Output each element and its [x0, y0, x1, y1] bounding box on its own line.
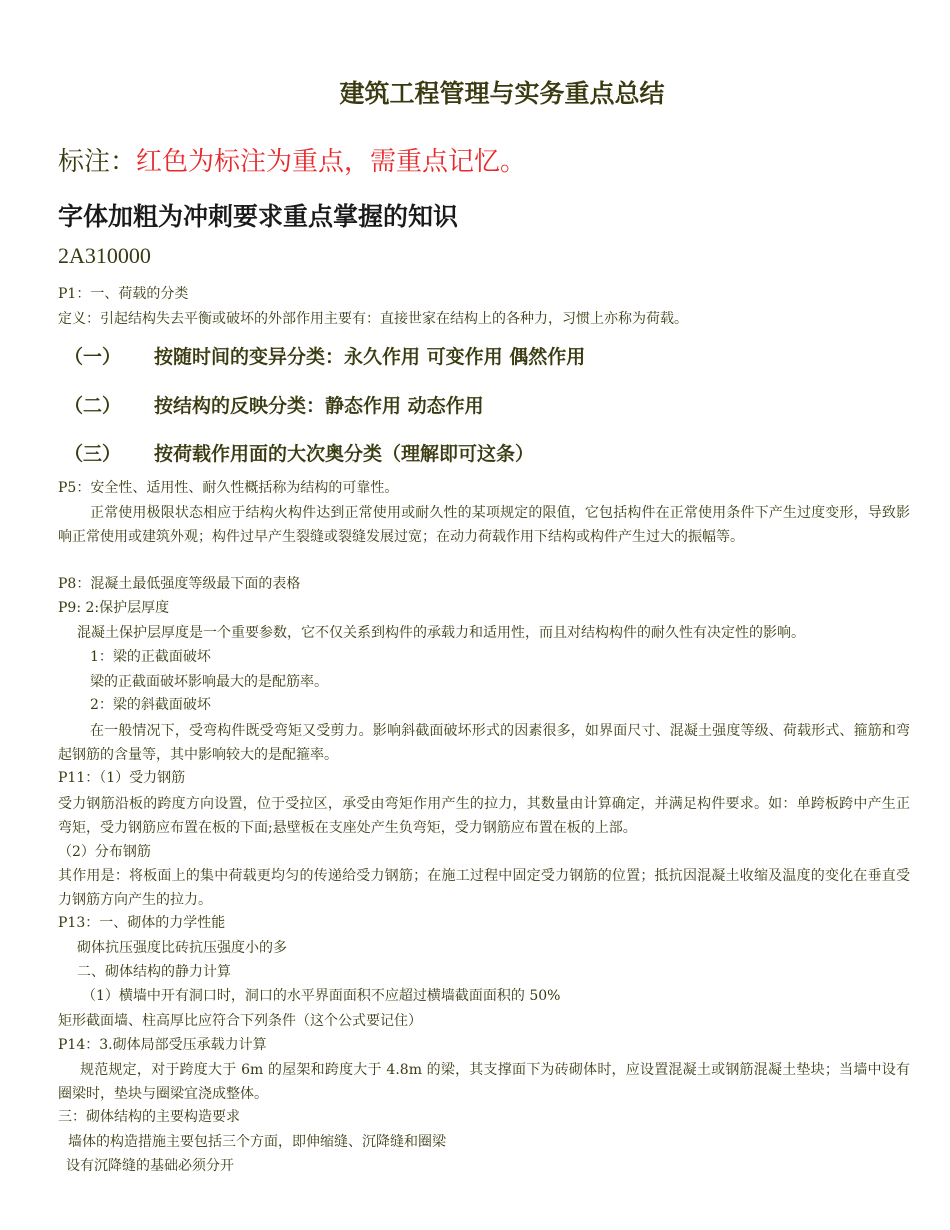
note-prefix: 标注：: [58, 147, 137, 177]
classification-2-number: （二）: [64, 395, 122, 417]
classification-3-text: 按荷载作用面的大次奥分类（理解即可这条）: [154, 443, 535, 465]
p9-paragraph: 混凝土保护层厚度是一个重要参数，它不仅关系到构件的承载力和适用性，而且对结构构件的耐久性有决定性的影响。: [77, 625, 805, 641]
p8-heading: P8：混凝土最低强度等级最下面的表格: [58, 576, 301, 592]
p14-heading: P14：3.砌体局部受压承载力计算: [58, 1037, 267, 1053]
document-title: 建筑工程管理与实务重点总结: [339, 79, 665, 108]
distribution-bar-heading: （2）分布钢筋: [58, 844, 151, 860]
p14-paragraph: 规范规定，对于跨度大于 6m 的屋架和跨度大于 4.8m 的梁，其支撑面下为砖砌体时，应设置混凝土或钢筋混凝土垫块；当墙中设有圈梁时，垫块与圈梁宜浇成整体。: [58, 1062, 910, 1102]
beam-normal-section-text: 梁的正截面破坏影响最大的是配筋率。: [90, 674, 328, 690]
p13-heading: P13：一、砌体的力学性能: [58, 915, 226, 931]
p13-line-a: 砌体抗压强度比砖抗压强度小的多: [77, 940, 287, 956]
classification-1-text: 按随时间的变异分类：永久作用 可变作用 偶然作用: [154, 346, 586, 368]
distribution-bar-paragraph: 其作用是：将板面上的集中荷载更均匀的传递给受力钢筋；在施工过程中固定受力钢筋的位置；抵抗因混凝土收缩及温度的变化在垂直受力钢筋方向产生的拉力。: [58, 868, 910, 908]
classification-3: [64, 439, 534, 466]
section-3-line-b: 设有沉降缝的基础必须分开: [66, 1158, 234, 1174]
beam-normal-section-heading: 1：梁的正截面破坏: [90, 649, 211, 665]
classification-2: [64, 391, 484, 418]
classification-2-text: 按结构的反映分类：静态作用 动态作用: [154, 395, 484, 417]
classification-1: [64, 342, 585, 369]
classification-3-number: （三）: [64, 443, 122, 465]
p1-heading: P1：一、荷载的分类: [58, 286, 189, 302]
definition-text: 定义：引起结构失去平衡或破坏的外部作用主要有：直接世家在结构上的各种力，习惯上亦称为荷载。: [58, 311, 688, 327]
p11-heading: P11：（1）受力钢筋: [58, 770, 186, 786]
p5-heading: P5：安全性、适用性、耐久性概括称为结构的可靠性。: [58, 480, 399, 496]
p9-heading: P9: 2:保护层厚度: [58, 600, 170, 616]
note-red-text: 红色为标注为重点，需重点记忆。: [136, 147, 527, 177]
p5-paragraph: 正常使用极限状态相应于结构火构件达到正常使用或耐久性的某项规定的限值，它包括构件在正常使用条件下产生过度变形，导致影响正常使用或建筑外观；构件过早产生裂缝或裂缝发展过宽；在动力荷载作用下结构或构件产生过大的振幅等。: [58, 505, 910, 545]
section-code: 2A310000: [58, 243, 151, 268]
p11-paragraph: 受力钢筋沿板的跨度方向设置，位于受拉区，承受由弯矩作用产生的拉力，其数量由计算确定，并满足构件要求。如：单跨板跨中产生正弯矩，受力钢筋应布置在板的下面;悬壁板在支座处产生负弯矩，受力钢筋应布置在板的上部。: [58, 796, 910, 836]
beam-oblique-section-heading: 2：梁的斜截面破坏: [90, 697, 211, 713]
bold-note: 字体加粗为冲刺要求重点掌握的知识: [58, 202, 459, 231]
p13-line-d: 矩形截面墙、柱高厚比应符合下列条件（这个公式要记住）: [58, 1013, 422, 1029]
section-3-heading: 三：砌体结构的主要构造要求: [58, 1109, 240, 1125]
p13-line-c: （1）横墙中开有洞口时，洞口的水平界面面积不应超过横墙截面面积的 50%: [82, 988, 561, 1004]
section-3-line-a: 墙体的构造措施主要包括三个方面，即伸缩缝、沉降缝和圈梁: [68, 1134, 446, 1150]
beam-oblique-section-paragraph: 在一般情况下，受弯构件既受弯矩又受剪力。影响斜截面破坏形式的因素很多，如界面尺寸、混凝土强度等级、荷载形式、箍筋和弯起钢筋的含量等，其中影响较大的是配箍率。: [58, 723, 910, 763]
classification-1-number: （一）: [64, 346, 122, 368]
annotation-note: [58, 146, 526, 178]
p13-line-b: 二、砌体结构的静力计算: [77, 964, 231, 980]
